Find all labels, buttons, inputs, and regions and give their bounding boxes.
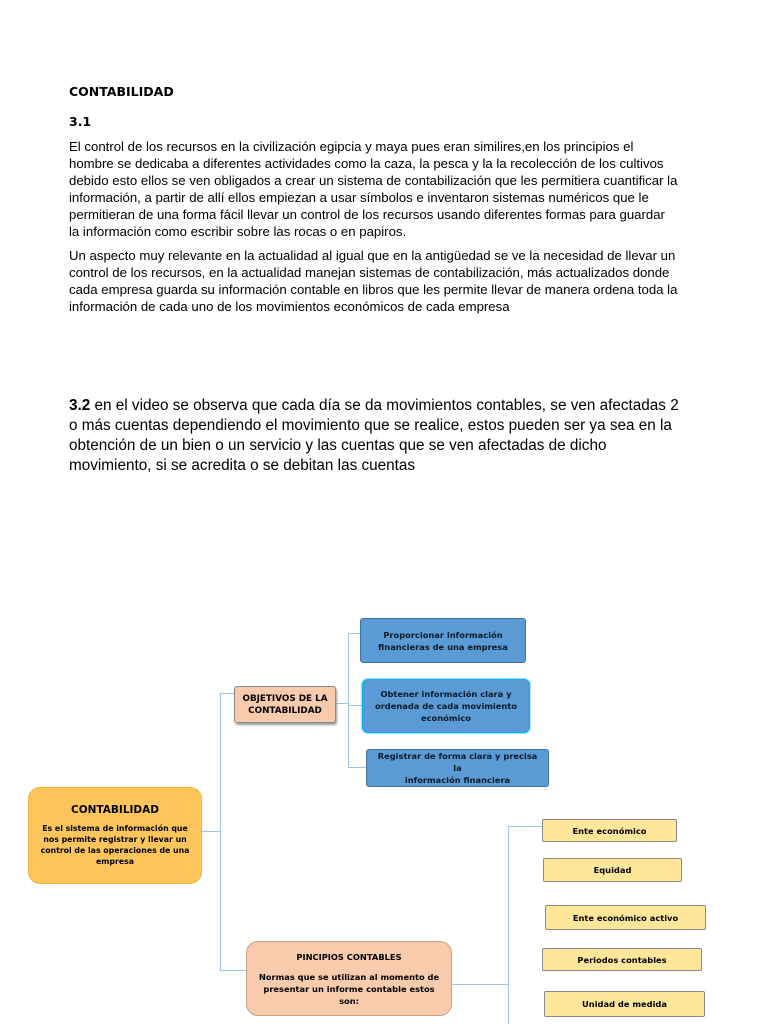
objetivos-box [234, 686, 336, 723]
objetivos-line: OBJETIVOS DE LA [242, 693, 328, 704]
objetivo-1-line: Proporcionar información [383, 629, 503, 640]
root-desc-line: empresa [95, 857, 135, 866]
paragraph-current [69, 247, 699, 315]
para3-line: en el video se observa que cada día se da movimientos contables, se ven afectadas 2 [90, 397, 679, 414]
connector-from-root [202, 831, 220, 832]
para1-line: permitieran de una forma fácil llevar un control de los recursos usando diferentes formas para guardar [69, 207, 665, 222]
doc-heading: CONTABILIDAD [69, 84, 174, 99]
connector-obj-1 [348, 633, 360, 634]
principio-item: Equidad [543, 858, 682, 882]
para2-line: control de los recursos, en la actualidad manejan sistemas de contabilización, más actualizados donde [69, 265, 670, 280]
para1-line: hombre se dedicaba a diferentes actividades como la caza, la pesca y la la recolección de los cultivos [69, 156, 664, 171]
connector-obj-stub [336, 703, 348, 704]
concept-map [0, 590, 768, 1024]
root-desc-line: nos permite registrar y llevar un [43, 835, 187, 844]
principios-box [246, 941, 452, 1016]
paragraph-history [69, 138, 699, 240]
para2-line: cada empresa guarda su información contable en libros que les permite llevar de manera ordena toda la [69, 282, 678, 297]
objetivo-2-line: económico [421, 713, 471, 723]
connector-main-vertical [220, 693, 221, 971]
para2-line: Un aspecto muy relevante en la actualidad al igual que en la antigüedad se ve la necesidad de llevar un [69, 248, 676, 263]
connector-to-principios [220, 970, 246, 971]
section-3-1-label: 3.1 [69, 114, 92, 129]
objetivo-3-line: información financiera [404, 775, 511, 785]
principio-item: Ente económico [542, 819, 677, 842]
objetivo-3-box [366, 749, 549, 787]
paragraph-video [69, 396, 709, 476]
objetivo-1-line: financieras de una empresa [378, 641, 508, 652]
objetivo-1-box [360, 618, 526, 663]
objetivo-2-box [362, 679, 530, 733]
connector-prin-stub [452, 984, 508, 985]
root-desc-line: control de las operaciones de una [40, 846, 190, 855]
connector-obj-2 [348, 705, 362, 706]
root-desc [41, 823, 190, 867]
para1-line: debido esto ellos se ven obligados a crear un sistema de contabilización que les permitiera cuantificar la [69, 173, 678, 188]
principios-desc-line: presentar un informe contable estos son: [263, 983, 435, 1006]
principio-item: Periodos contables [542, 948, 702, 971]
objetivo-3-line: Registrar de forma clara y precisa la [377, 751, 538, 773]
connector-obj-vertical [348, 633, 349, 767]
root-desc-line: Es el sistema de información que [42, 824, 188, 833]
para3-line: obtención de un bien o un servicio y las cuentas que se ven afectadas de dicho [69, 437, 607, 454]
connector-obj-3 [348, 767, 366, 768]
root-title: CONTABILIDAD [71, 804, 159, 816]
principio-item: Unidad de medida [544, 991, 705, 1017]
para3-line: movimiento, si se acredita o se debitan las cuentas [69, 457, 416, 474]
principios-title: PINCIPIOS CONTABLES [296, 951, 402, 962]
objetivo-2-line: ordenada de cada movimiento [375, 701, 517, 711]
para3-line: o más cuentas dependiendo el movimiento que se realice, estos pueden ser ya sea en la [69, 417, 672, 434]
principios-desc-line: Normas que se utilizan al momento de [258, 971, 440, 982]
principio-item: Ente económico activo [545, 905, 706, 930]
connector-to-objetivos [220, 693, 234, 694]
para1-line: información, a partir de allí ellos empiezan a usar símbolos e inventaron sistemas numéricos que le [69, 190, 649, 205]
para1-line: El control de los recursos en la civilización egipcia y maya pues eran similires,en los principios el [69, 139, 634, 154]
para2-line: información de cada uno de los movimientos económicos de cada empresa [69, 299, 510, 314]
section-3-2-label: 3.2 [69, 397, 91, 414]
connector-prin-vertical [508, 826, 509, 1024]
para1-line: la información como escribir sobre las rocas o en papiros. [69, 224, 407, 239]
objetivo-2-line: Obtener información clara y [380, 689, 512, 699]
objetivos-line: CONTABILIDAD [248, 705, 322, 716]
connector-prin-top [508, 826, 542, 827]
root-contabilidad-box [28, 787, 202, 884]
